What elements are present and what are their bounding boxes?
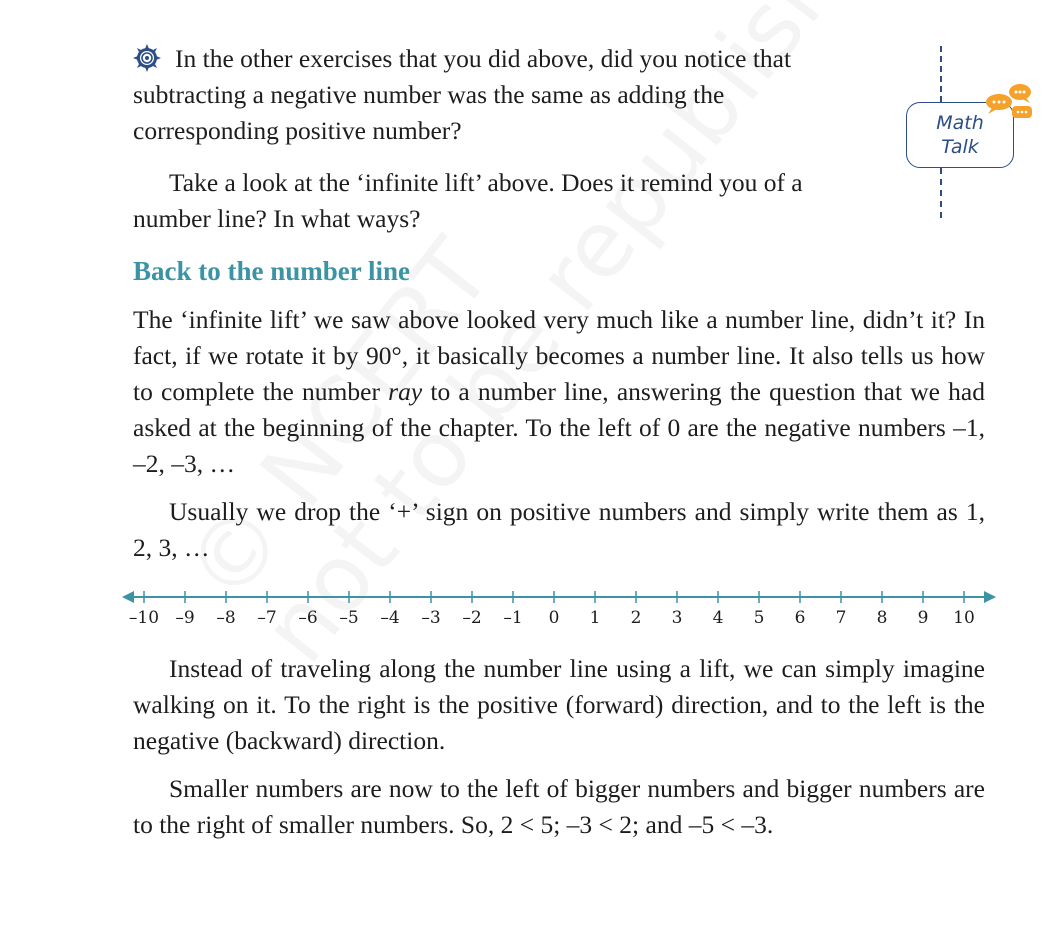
number-line-label: –2 bbox=[462, 608, 482, 628]
number-line-label: –4 bbox=[380, 608, 400, 628]
paragraph-walking-direction: Instead of traveling along the number line using a lift, we can simply imagine walking on it. To the right is the positive (forward) direction, and to the left is the negative (backward) direction. bbox=[133, 654, 985, 755]
sunburst-bullet-icon bbox=[133, 44, 161, 72]
number-line-label: 9 bbox=[917, 608, 929, 628]
speech-bubbles-icon bbox=[982, 82, 1034, 122]
math-talk-line-2: Talk bbox=[941, 136, 979, 158]
number-line-label: –9 bbox=[175, 608, 195, 628]
number-line-label: –8 bbox=[216, 608, 236, 628]
section-heading: Back to the number line bbox=[133, 256, 411, 286]
exercise-question-text: In the other exercises that you did above, did you notice that subtracting a negative number was the same as adding the corresponding positive number? bbox=[133, 44, 792, 145]
number-line-label: –5 bbox=[339, 608, 359, 628]
number-line-label: 7 bbox=[835, 608, 847, 628]
paragraph-comparison: Smaller numbers are now to the left of bigger numbers and bigger numbers are to the right of smaller numbers. So, 2 < 5; –3 < 2; and –5 < –3. bbox=[133, 774, 985, 839]
number-line-label: 3 bbox=[671, 608, 683, 628]
number-line-label: 6 bbox=[794, 608, 806, 628]
number-line-label: –3 bbox=[421, 608, 441, 628]
number-line-label: 8 bbox=[876, 608, 888, 628]
math-talk-dashed-line-top bbox=[940, 46, 942, 102]
number-line bbox=[118, 585, 1000, 635]
left-arrow-icon bbox=[122, 591, 134, 603]
number-line-label: 4 bbox=[712, 608, 724, 628]
number-line-label: –7 bbox=[257, 608, 277, 628]
paragraph1-text-start: The ‘infinite lift’ we saw above looked very much like a number line, didn’t it? In fact, if we rotate it by 90°, it basically becomes a number line. It also tells us how to complete the number bbox=[133, 305, 985, 406]
exercise-paragraph bbox=[133, 41, 868, 149]
number-line-label: –6 bbox=[298, 608, 318, 628]
lift-paragraph: Take a look at the ‘infinite lift’ above. Does it remind you of a number line? In what ways? bbox=[133, 168, 803, 233]
number-line-label: 1 bbox=[589, 608, 601, 628]
number-line-label: 2 bbox=[630, 608, 642, 628]
math-talk-dashed-line-bottom bbox=[940, 168, 942, 218]
number-line-label: –1 bbox=[503, 608, 523, 628]
right-arrow-icon bbox=[984, 591, 996, 603]
number-line-label: –10 bbox=[128, 608, 160, 628]
number-line-label: 10 bbox=[953, 608, 975, 628]
paragraph-number-line-intro bbox=[133, 302, 985, 482]
number-line-label: 5 bbox=[753, 608, 765, 628]
math-talk-line-1: Math bbox=[936, 112, 984, 134]
number-line-label: 0 bbox=[548, 608, 560, 628]
paragraph1-italic-word: ray bbox=[388, 377, 423, 406]
paragraph1-text-end: to a number line, answering the question that we had asked at the beginning of the chapter. To the left of 0 are the negative numbers –1, –2, –3, … bbox=[133, 377, 985, 478]
paragraph-drop-plus-sign: Usually we drop the ‘+’ sign on positive numbers and simply write them as 1, 2, 3, … bbox=[133, 497, 985, 562]
